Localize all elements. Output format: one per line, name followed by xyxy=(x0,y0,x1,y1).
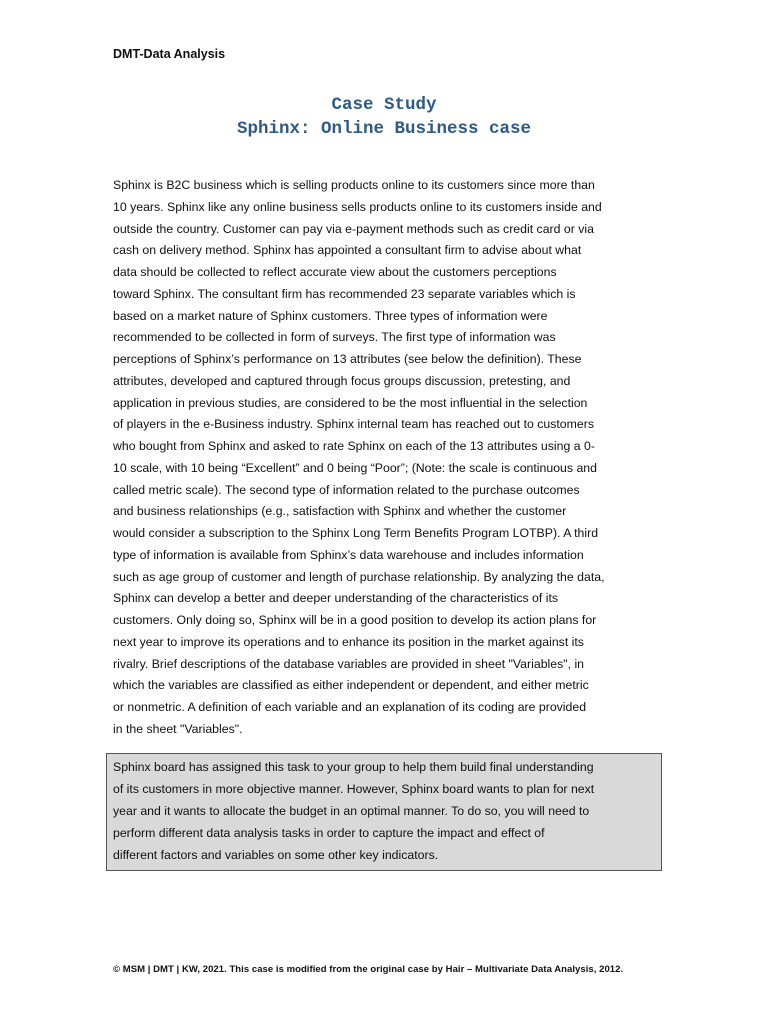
task-callout-box xyxy=(106,753,662,871)
body-line: would consider a subscription to the Sphinx Long Term Benefits Program LOTBP). A third xyxy=(113,526,599,540)
body-line: of players in the e-Business industry. Sphinx internal team has reached out to customers xyxy=(113,417,594,432)
body-line: next year to improve its operations and to enhance its position in the market against its xyxy=(113,634,584,649)
body-line: application in previous studies, are considered to be the most influential in the selection xyxy=(113,395,588,410)
case-body xyxy=(113,175,653,741)
document-header: DMT-Data Analysis xyxy=(113,47,226,61)
callout-line: perform different data analysis tasks in order to capture the impact and effect of xyxy=(113,826,545,840)
body-line: called metric scale). The second type of information related to the purchase outcomes xyxy=(113,482,580,497)
body-line: such as age group of customer and length of purchase relationship. By analyzing the data, xyxy=(113,569,605,584)
body-line: type of information is available from Sphinx’s data warehouse and includes information xyxy=(113,547,584,562)
body-line: who bought from Sphinx and asked to rate Sphinx on each of the 13 attributes using a 0- xyxy=(113,439,595,453)
body-line: rivalry. Brief descriptions of the database variables are provided in sheet "Variables", in xyxy=(113,656,585,671)
body-line: based on a market nature of Sphinx customers. Three types of information were xyxy=(113,308,548,323)
body-line: perceptions of Sphinx’s performance on 13 attributes (see below the definition). These xyxy=(113,352,582,366)
body-line: toward Sphinx. The consultant firm has recommended 23 separate variables which is xyxy=(113,286,576,301)
body-line: recommended to be collected in form of surveys. The first type of information was xyxy=(113,330,556,345)
body-line: 10 scale, with 10 being “Excellent” and 0 being “Poor”; (Note: the scale is continuous and xyxy=(113,460,597,475)
body-line: or nonmetric. A definition of each variable and an explanation of its coding are provided xyxy=(113,700,587,714)
case-title xyxy=(0,93,768,141)
body-line: 10 years. Sphinx like any online business sells products online to its customers inside and xyxy=(113,199,602,214)
copyright-footer: © MSM | DMT | KW, 2021. This case is modified from the original case by Hair – Multivariate Data Analysis, 2012. xyxy=(113,964,624,975)
body-line: which the variables are classified as either independent or dependent, and either metric xyxy=(113,678,589,693)
body-line: Sphinx can develop a better and deeper understanding of the characteristics of its xyxy=(113,591,559,606)
body-line: in the sheet "Variables". xyxy=(113,721,243,736)
body-line: attributes, developed and captured through focus groups discussion, pretesting, and xyxy=(113,373,571,388)
title-line-2: Sphinx: Online Business case xyxy=(236,119,532,139)
body-line: outside the country. Customer can pay via e-payment methods such as credit card or via xyxy=(113,221,594,236)
body-line: and business relationships (e.g., satisfaction with Sphinx and whether the customer xyxy=(113,504,567,519)
body-line: Sphinx is B2C business which is selling products online to its customers since more than xyxy=(113,178,595,192)
callout-line: of its customers in more objective manner. However, Sphinx board wants to plan for next xyxy=(113,782,595,796)
callout-line: Sphinx board has assigned this task to your group to help them build final understanding xyxy=(113,760,594,774)
body-line: customers. Only doing so, Sphinx will be in a good position to develop its action plans for xyxy=(113,613,597,627)
title-line-1: Case Study xyxy=(331,95,437,115)
body-line: cash on delivery method. Sphinx has appointed a consultant firm to advise about what xyxy=(113,243,582,258)
callout-line: year and it wants to allocate the budget in an optimal manner. To do so, you will need to xyxy=(113,804,590,818)
body-line: data should be collected to reflect accurate view about the customers perceptions xyxy=(113,265,557,279)
callout-line: different factors and variables on some other key indicators. xyxy=(113,848,439,862)
